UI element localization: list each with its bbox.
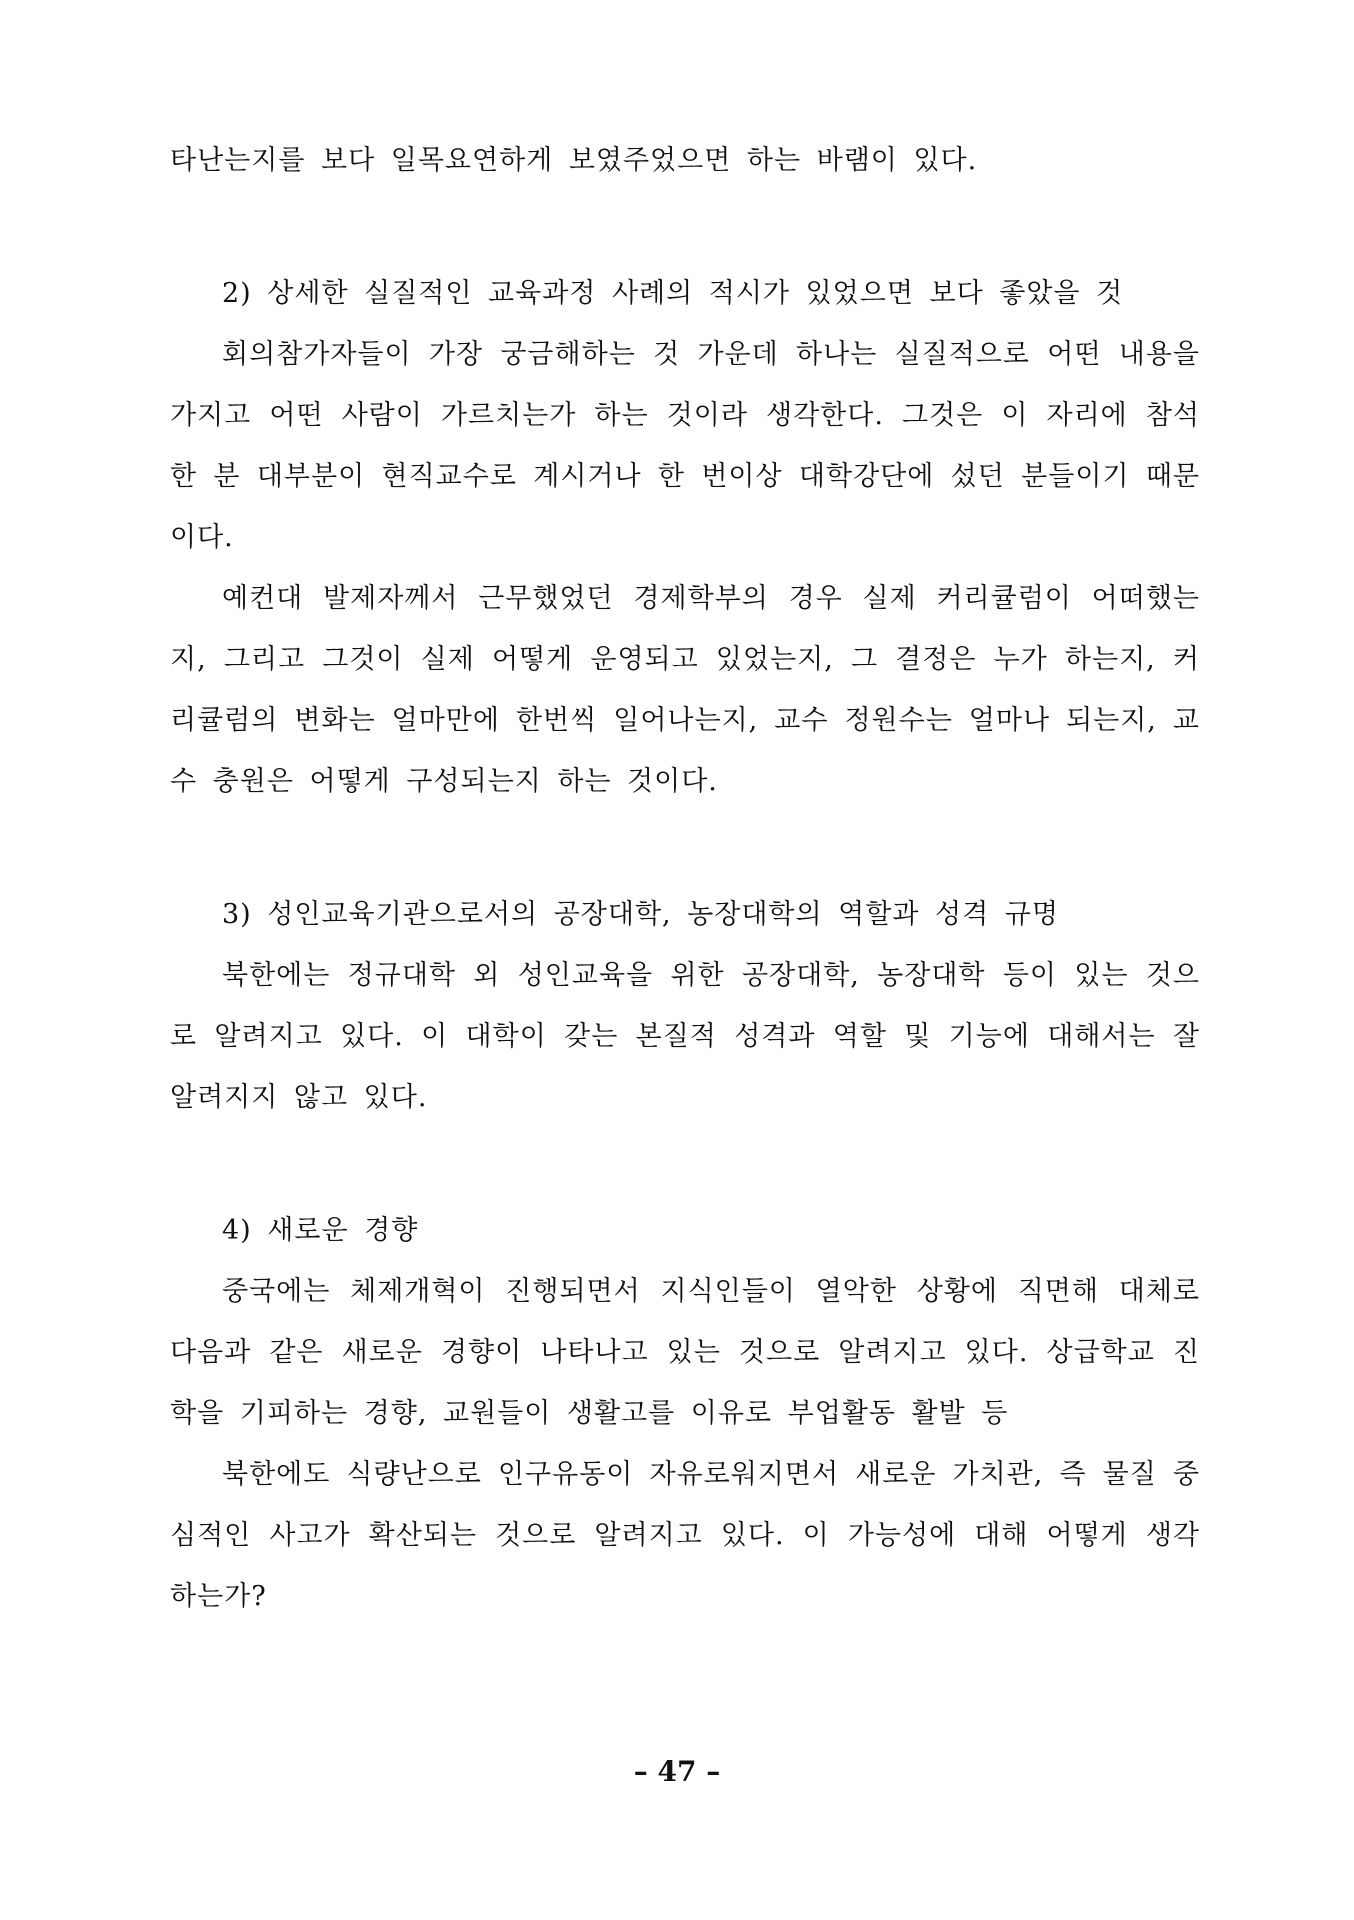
section-gap xyxy=(170,1128,1200,1200)
section-paragraph: 예컨대 발제자께서 근무했었던 경제학부의 경우 실제 커리큘럼이 어떠했는지, 그리고 그것이 실제 어떻게 운영되고 있었는지, 그 결정은 누가 하는지, 커리큘럼의 변화는 얼마만에 한번씩 일어나는지, 교수 정원수는 얼마나 되는지, 교수 충원은 어떻게 구성되는지 하는 것이다. xyxy=(170,583,1200,797)
document-body xyxy=(170,130,1200,1627)
section-paragraph: 중국에는 체제개혁이 진행되면서 지식인들이 열악한 상황에 직면해 대체로 다음과 같은 새로운 경향이 나타나고 있는 것으로 알려지고 있다. 상급학교 진학을 기피하는 경향, 교원들이 생활고를 이유로 부업활동 활발 등 xyxy=(170,1276,1200,1429)
intro-tail-paragraph: 타난는지를 보다 일목요연하게 보였주었으면 하는 바램이 있다. xyxy=(170,145,978,176)
section-4 xyxy=(170,1200,1200,1627)
section-3 xyxy=(170,884,1200,1128)
section-2 xyxy=(170,263,1200,812)
section-paragraph: 북한에는 정규대학 외 성인교육을 위한 공장대학, 농장대학 등이 있는 것으로 알려지고 있다. 이 대학이 갖는 본질적 성격과 역할 및 기능에 대해서는 잘 알려지지 않고 있다. xyxy=(170,960,1200,1113)
section-paragraph: 회의참가자들이 가장 궁금해하는 것 가운데 하나는 실질적으로 어떤 내용을 가지고 어떤 사람이 가르치는가 하는 것이라 생각한다. 그것은 이 자리에 참석한 분 대부분이 현직교수로 계시거나 한 번이상 대학강단에 섰던 분들이기 때문이다. xyxy=(170,339,1200,553)
page-number: – 47 – xyxy=(633,1755,721,1788)
section-gap xyxy=(170,812,1200,884)
section-heading: 3) 성인교육기관으로서의 공장대학, 농장대학의 역할과 성격 규명 xyxy=(222,899,1059,930)
section-heading: 4) 새로운 경향 xyxy=(222,1215,419,1246)
section-paragraph: 북한에도 식량난으로 인구유동이 자유로워지면서 새로운 가치관, 즉 물질 중심적인 사고가 확산되는 것으로 알려지고 있다. 이 가능성에 대해 어떻게 생각하는가? xyxy=(170,1459,1200,1612)
section-gap xyxy=(170,191,1200,263)
section-heading: 2) 상세한 실질적인 교육과정 사례의 적시가 있었으면 보다 좋았을 것 xyxy=(222,278,1124,309)
